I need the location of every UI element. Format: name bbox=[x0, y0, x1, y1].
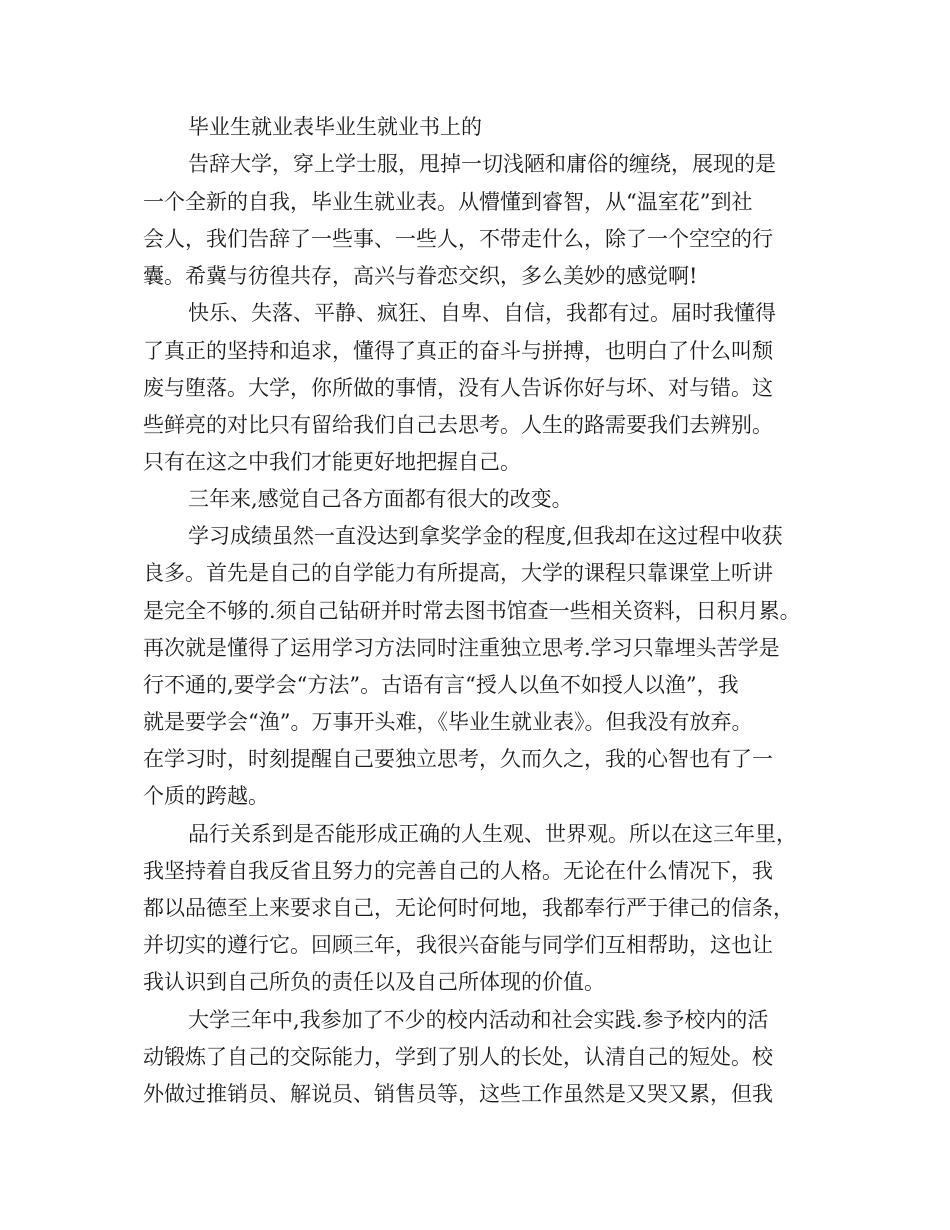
paragraph-line: 废与堕落。大学，你所做的事情，没有人告诉你好与坏、对与错。这 bbox=[143, 376, 773, 400]
paragraph-line: 我坚持着自我反省且努力的完善自己的人格。无论在什么情况下，我 bbox=[143, 859, 773, 883]
paragraph-line: 三年来,感觉自己各方面都有很大的改变。 bbox=[188, 487, 573, 511]
paragraph-line: 会人，我们告辞了一些事、一些人，不带走什么，除了一个空空的行 bbox=[143, 227, 773, 251]
paragraph-line: 一个全新的自我，毕业生就业表。从懵懂到睿智，从“温室花”到社 bbox=[143, 190, 753, 214]
paragraph-line: 行不通的,要学会“方法”。古语有言“授人以鱼不如授人以渔”，我 bbox=[143, 673, 739, 697]
paragraph-line: 些鲜亮的对比只有留给我们自己去思考。人生的路需要我们去辨别。 bbox=[143, 413, 773, 437]
paragraph-line: 动锻炼了自己的交际能力，学到了别人的长处，认清自己的短处。校 bbox=[143, 1045, 773, 1069]
paragraph-line: 告辞大学，穿上学士服，甩掉一切浅陋和庸俗的缠绕，展现的是 bbox=[188, 152, 776, 176]
paragraph-line: 外做过推销员、解说员、销售员等，这些工作虽然是又哭又累，但我 bbox=[143, 1082, 773, 1106]
paragraph-line: 在学习时，时刻提醒自己要独立思考，久而久之，我的心智也有了一 bbox=[143, 747, 773, 771]
document-title: 毕业生就业表毕业生就业书上的 bbox=[188, 115, 482, 139]
paragraph-line: 只有在这之中我们才能更好地把握自己。 bbox=[143, 450, 521, 474]
paragraph-line: 良多。首先是自己的自学能力有所提高，大学的课程只靠课堂上听讲 bbox=[143, 561, 773, 585]
paragraph-line: 囊。希冀与彷徨共存，高兴与眷恋交织，多么美妙的感觉啊! bbox=[143, 264, 698, 288]
paragraph-line: 了真正的坚持和追求，懂得了真正的奋斗与拼搏，也明白了什么叫颓 bbox=[143, 339, 773, 363]
paragraph-line: 再次就是懂得了运用学习方法同时注重独立思考.学习只靠埋头苦学是 bbox=[143, 636, 780, 660]
paragraph-line: 是完全不够的.须自己钻研并时常去图书馆查一些相关资料，日积月累。 bbox=[143, 599, 801, 623]
paragraph-line: 品行关系到是否能形成正确的人生观、世界观。所以在这三年里， bbox=[188, 822, 797, 846]
paragraph-line: 就是要学会“渔”。万事开头难，《毕业生就业表》。但我没有放弃。 bbox=[143, 710, 753, 734]
paragraph-line: 个质的跨越。 bbox=[143, 784, 269, 808]
paragraph-line: 我认识到自己所负的责任以及自己所体现的价值。 bbox=[143, 970, 605, 994]
paragraph-line: 并切实的遵行它。回顾三年，我很兴奋能与同学们互相帮助，这也让 bbox=[143, 933, 773, 957]
paragraph-line: 都以品德至上来要求自己，无论何时何地，我都奉行严于律己的信条， bbox=[143, 896, 794, 920]
paragraph-line: 大学三年中,我参加了不少的校内活动和社会实践.参予校内的活 bbox=[188, 1008, 769, 1032]
paragraph-line: 快乐、失落、平静、疯狂、自卑、自信，我都有过。届时我懂得 bbox=[188, 301, 776, 325]
paragraph-line: 学习成绩虽然一直没达到拿奖学金的程度,但我却在这过程中收获 bbox=[188, 524, 783, 548]
